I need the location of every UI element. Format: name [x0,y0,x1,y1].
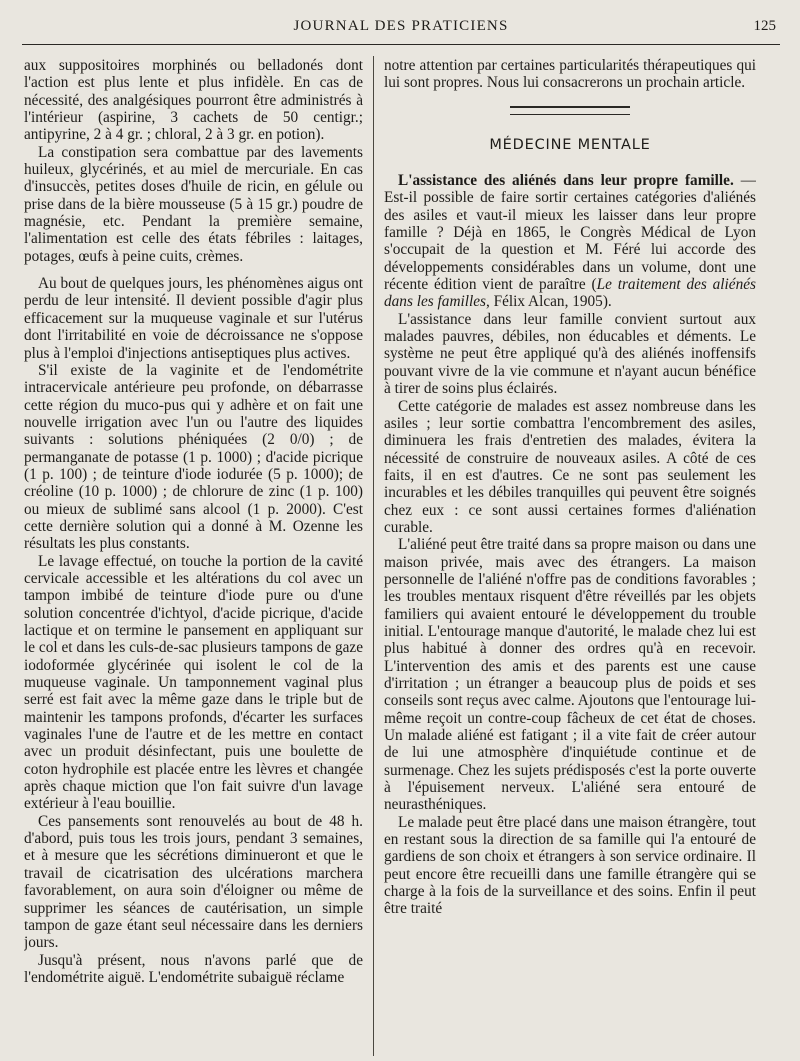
paragraph: Au bout de quelques jours, les phénomènes aigus ont perdu de leur intensité. Il devient possible d'agir plus efficacement sur la muqueuse vaginale et sur l'utérus dont l'irritabilité en voie de décroissance ne s'oppose plus à l'emploi d'injections antiseptiques plus actives. [24,275,363,362]
right-column [384,57,756,1057]
paragraph: Le lavage effectué, on touche la portion de la cavité cervicale accessible et les altérations du col avec un tampon imbibé de teinture d'iode pure ou d'une solution concentrée d'ichtyol, d'acide picrique, d'acide lactique et on termine le pansement en appliquant sur le col et dans les culs-de-sac plusieurs tampons de gaze iodoformée glycérinée qui isolent le col de la muqueuse vaginale. Un tamponnement vaginal plus serré est fait avec la même gaze dans le triple but de maintenir les tampons profonds, d'écarter les surfaces vaginales l'une de l'autre et de les mettre en contact avec un produit désinfectant, puis une boulette de coton hydrophile est placée entre les lèvres et changée après chaque miction que l'on fait suivre d'un lavage extérieur à l'eau bouillie. [24,552,363,813]
journal-title: JOURNAL DES PRATICIENS [293,18,509,34]
header-rule [22,44,780,45]
paragraph: Ces pansements sont renouvelés au bout de 48 h. d'abord, puis tous les trois jours, pendant 3 semaines, et à mesure que les sécrétions diminueront et que le travail de cicatrisation des ulcérations marchera favorablement, on aura soin d'éloigner ou même de supprimer les séances de cautérisation, un simple tampon de gaze étant seul nécessaire dans les derniers jours. [24,812,363,952]
paragraph: Le malade peut être placé dans une maison étrangère, tout en restant sous la direction de sa famille qui l'a entouré de gardiens de son choix et étrangers à son service ordinaire. Il peut encore être recueilli dans une famille étrangère qui se charge à la fois de la surveillance et des soins. Enfin il peut être traité [384,813,756,918]
page-number: 125 [753,18,776,34]
paragraph: Cette catégorie de malades est assez nombreuse dans les asiles ; leur sortie combattra l'encombrement des asiles, diminuera les frais d'entretien des malades, évitera la nécessité de construire de nouveaux asiles. A côté de ces faits, il en est d'autres. Ce ne sont pas seulement les incurables et les débiles tranquilles qui peuvent être soignés chez eux : ce sont aussi certaines formes d'aliénation curable. [384,397,756,536]
section-ornament [510,106,630,115]
paragraph: L'aliéné peut être traité dans sa propre maison ou dans une maison privée, mais avec des étrangers. La maison personnelle de l'aliéné n'offre pas de conditions favorables ; les troubles mentaux risquent d'être réveillés par les objets familiers qui avaient entouré le développement du trouble initial. L'entourage manque d'autorité, le malade chez lui est plus habitué à donner des ordres qu'à en recevoir. L'intervention des amis et des parents est une cause d'irritation ; un étranger a beaucoup plus de poids et ses conseils sont reçus avec calme. Ajoutons que l'entourage lui-même reçoit un contre-coup fâcheux de cet état de choses. Un malade aliéné est fatigant ; il a vite fait de créer autour de lui une atmosphère d'inquiétude continue et de surmenage. Chez les sujets prédisposés c'est la porte ouverte à l'épuisement nerveux. L'aliéné sera entouré de neurasthéniques. [384,536,756,814]
article-text: — Est-il possible de faire sortir certaines catégories d'aliénés des asiles et vaut-il mieux les laisser dans leur propre famille ? Déjà en 1865, le Congrès Médical de Lyon s'occupait de la question et M. Féré lui accorde des développements considérables dans un volume, dont une récente édition vient de paraître ( [384,172,756,294]
column-divider [373,56,374,1056]
paragraph: notre attention par certaines particularités thérapeutiques qui lui sont propres. Nous lui consacrerons un prochain article. [384,57,756,92]
running-header [22,14,780,40]
paragraph: aux suppositoires morphinés ou belladonés dont l'action est plus lente et plus infidèle. En cas de nécessité, des analgésiques pourront être administrés à l'intérieur (aspirine, 3 cachets de 50 centigr.; antipyrine, 2 à 4 gr. ; chloral, 2 à 3 gr. en potion). [24,57,363,144]
article-lead: L'assistance des aliénés dans leur propre famille. [398,172,734,190]
paragraph: S'il existe de la vaginite et de l'endométrite intracervicale antérieure peu profonde, on débarrasse cette région du muco-pus qui y adhère et on fait une nouvelle irrigation avec l'un ou l'autre des liquides suivants : solutions phéniquées (2 0/0) ; de permanganate de potasse (1 p. 1000) ; d'acide picrique (1 p. 100) ; de teinture d'iode iodurée (5 p. 1000); de créoline (10 p. 1000) ; de chlorure de zinc (1 p. 100) ou mieux de sublimé sans alcool (1 p. 2000). C'est cette dernière solution qui a donné à M. Ozenne les résultats les plus constants. [24,361,363,553]
paragraph: La constipation sera combattue par des lavements huileux, glycérinés, et au miel de mercuriale. En cas d'insuccès, petites doses d'huile de ricin, en gélule ou prise dans de la bière mousseuse (5 à 15 gr.) poudre de magnésie, etc. Pendant la première semaine, l'alimentation est celle des états fébriles : laitages, potages, œufs à peine cuits, crèmes. [24,143,363,265]
article-text: , Félix Alcan, 1905). [485,293,612,311]
section-title: MÉDECINE MENTALE [489,136,651,153]
left-column [24,57,363,1057]
article-first-paragraph [384,172,756,311]
book-title: Le traitement des aliénés dans les familles [384,276,756,311]
paragraph: L'assistance dans leur famille convient surtout aux malades pauvres, débiles, non éducables et déments. Le système ne peut être appliqué qu'à des aliénés inoffensifs pouvant vivre de la vie commune et n'ayant aucun bénéfice à tirer de soins plus éclairés. [384,310,756,398]
paragraph: Jusqu'à présent, nous n'avons parlé que de l'endométrite aiguë. L'endométrite subaiguë réclame [24,951,363,986]
